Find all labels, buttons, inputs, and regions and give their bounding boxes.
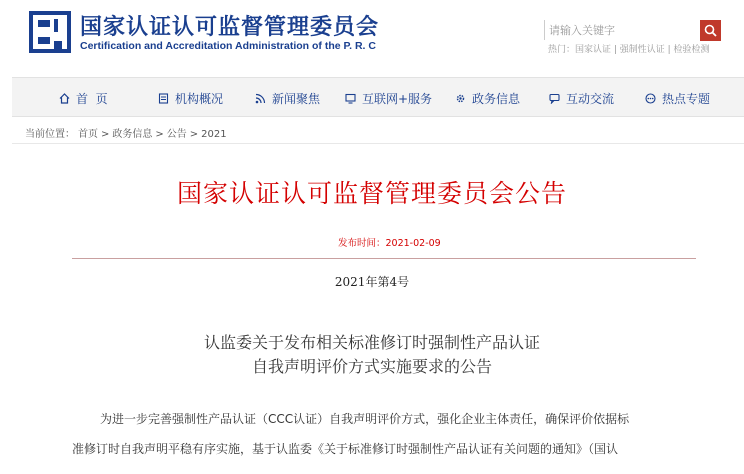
article-title [0,331,744,379]
search-input[interactable] [544,20,696,40]
document-icon [158,93,169,104]
breadcrumb-government-info[interactable]: 政务信息 [112,129,153,140]
main-nav [12,77,744,117]
document-number: 2021年第4号 [334,275,410,289]
ellipsis-icon [645,93,656,104]
site-header [0,0,744,76]
breadcrumb-prefix: 当前位置： [25,129,75,140]
nav-label: 热点专题 [662,91,711,106]
nav-item-home[interactable] [59,78,108,118]
monitor-icon [345,93,356,104]
breadcrumb-separator: > [101,129,110,140]
nav-label: 互动交流 [566,91,615,106]
breadcrumb-separator: > [155,129,164,140]
nav-label: 机构概况 [175,91,224,106]
search-icon [704,24,717,37]
nav-label: 首 页 [76,91,108,106]
nav-item-internet-services[interactable] [345,78,432,118]
chat-icon [549,93,560,104]
article-title-line: 自我声明评价方式实施要求的公告 [251,357,492,376]
nav-item-hot-topics[interactable] [645,78,710,118]
nav-item-government-info[interactable] [455,78,520,118]
breadcrumb-year[interactable]: 2021 [201,129,227,140]
nav-item-news[interactable] [255,78,320,118]
announcement-main-title: 国家认证认可监督管理委员会公告 [176,179,567,208]
breadcrumb-announcements[interactable]: 公告 [166,129,187,140]
site-title[interactable]: 国家认证认可监督管理委员会 [80,15,380,40]
body-paragraph-line: 为进一步完善强制性产品认证（CCC认证）自我声明评价方式，强化企业主体责任，确保评价依据标 [100,412,630,426]
gear-icon [455,93,466,104]
site-subtitle: Certification and Accreditation Administration of the P. R. C [80,40,376,52]
home-icon [59,93,70,104]
body-paragraph-line: 准修订时自我声明平稳有序实施，基于认监委《关于标准修订时强制性产品认证有关问题的通知》（国认 [72,442,619,456]
nav-item-interaction[interactable] [549,78,614,118]
nav-item-about[interactable] [158,78,223,118]
breadcrumb-home[interactable]: 首页 [78,129,98,140]
divider [12,143,744,144]
article-title-line: 认监委关于发布相关标准修订时强制性产品认证 [203,333,540,352]
breadcrumb-separator: > [189,129,199,140]
nav-label: 互联网+服务 [362,91,433,106]
cnca-logo[interactable] [29,11,71,53]
breadcrumb [25,125,230,140]
hot-search-words[interactable]: 热门：国家认证 | 强制性认证 | 检验检测 [548,45,710,55]
rss-icon [255,93,266,104]
nav-label: 新闻聚焦 [272,91,321,106]
search-button[interactable] [700,20,721,41]
title-divider [72,258,696,259]
publish-date: 发布时间：2021-02-09 [338,238,441,249]
nav-label: 政务信息 [472,91,521,106]
